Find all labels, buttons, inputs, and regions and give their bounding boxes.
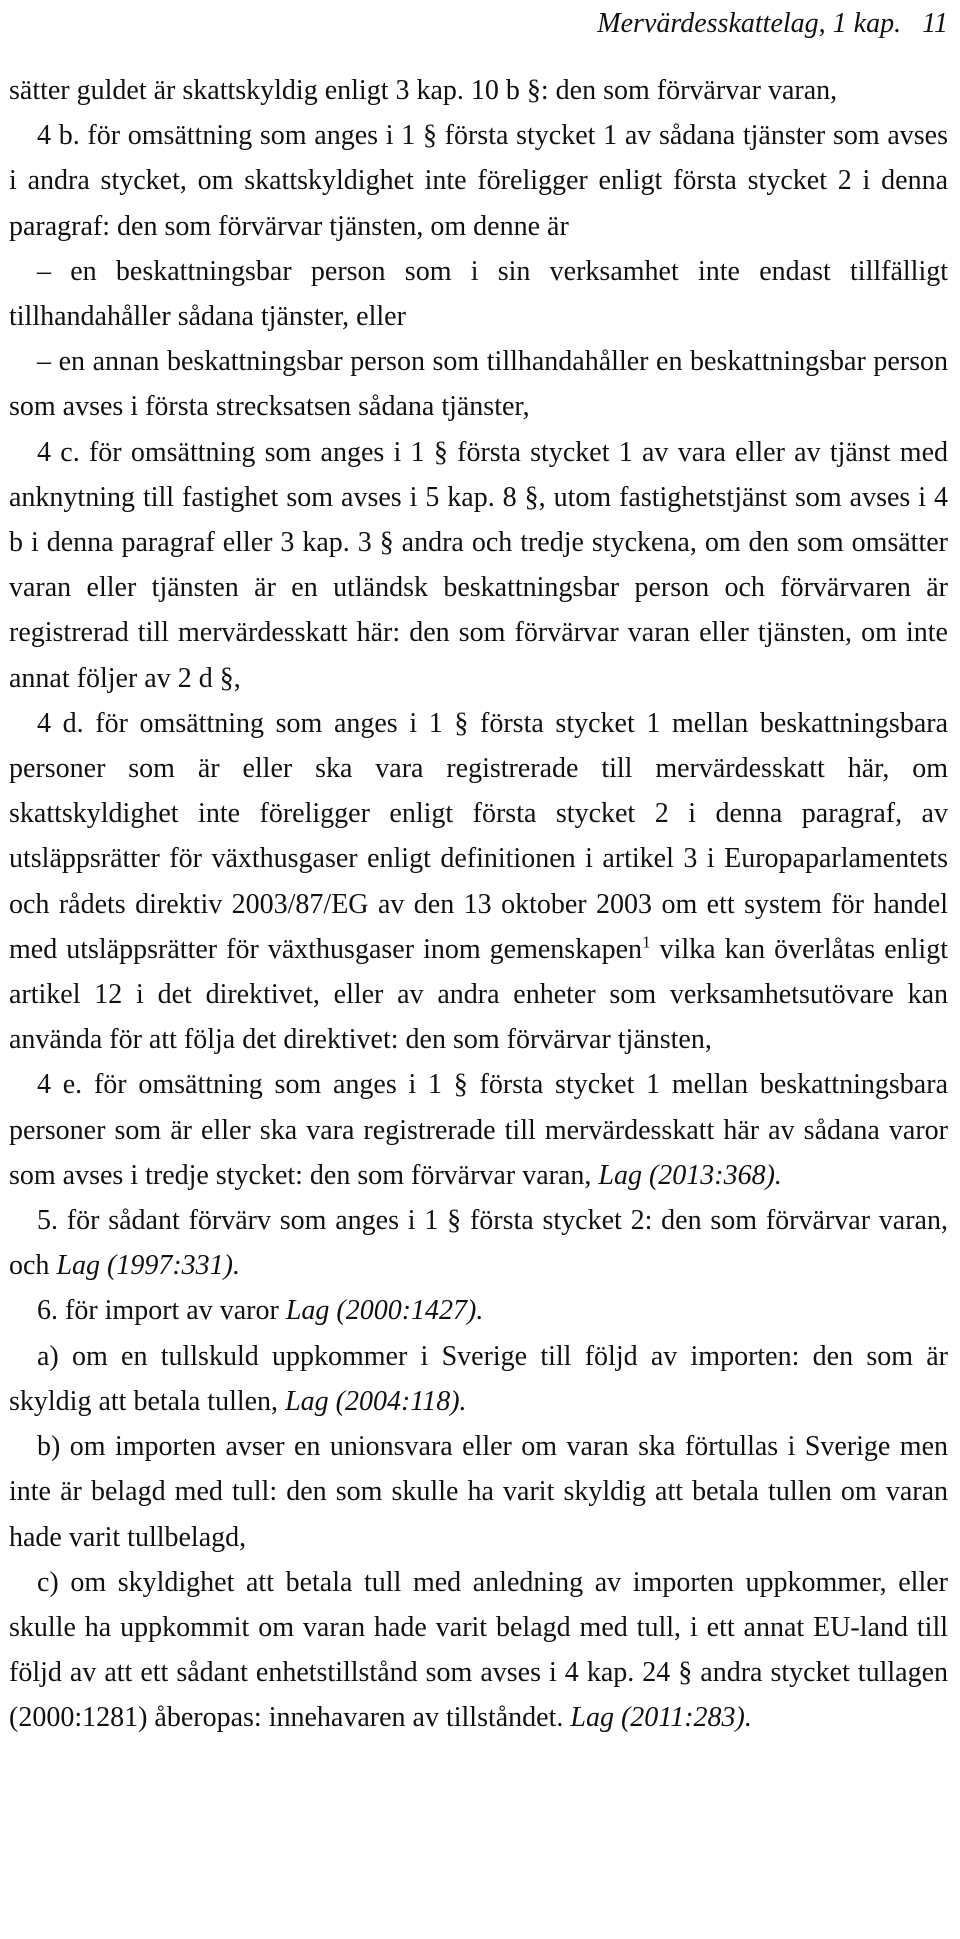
law-reference: Lag (2011:283). bbox=[570, 1702, 752, 1734]
paragraph-item-4b: 4 b. för omsättning som anges i 1 § första stycket 1 av sådana tjänster som avses i andra stycket, om skattskyldighet inte föreligger enligt första stycket 2 i denna paragraf: den som förvärvar tjänsten, om denne är bbox=[9, 120, 948, 242]
footnote-marker: 1 bbox=[642, 932, 651, 952]
law-reference: Lag (2013:368). bbox=[598, 1159, 782, 1191]
paragraph-item-6: 6. för import av varor Lag (2000:1427). bbox=[37, 1295, 484, 1327]
document-body bbox=[9, 68, 948, 1741]
paragraph-item-6c: c) om skyldighet att betala tull med anledning av importen uppkommer, eller skulle ha uppkommit om varan hade varit belagd med tull, i ett annat EU-land till följd av att ett sådant enhetstillstånd som avses i 4 kap. 24 § andra stycket tullagen (2000:1281) åberopas: innehavaren av tillståndet. Lag (2011:283). bbox=[9, 1566, 948, 1734]
page-header bbox=[597, 6, 948, 42]
paragraph-item-4e: 4 e. för omsättning som anges i 1 § första stycket 1 mellan beskattningsbara personer som är eller ska vara registrerade till mervärdesskatt här av sådana varor som avses i tredje stycket: den som förvärvar varan, Lag (2013:368). bbox=[9, 1069, 948, 1191]
law-reference: Lag (2004:118). bbox=[285, 1385, 467, 1417]
paragraph-dash-item: – en annan beskattningsbar person som tillhandahåller en beskattningsbar person som avses i första strecksatsen sådana tjänster, bbox=[9, 346, 948, 423]
law-reference: Lag (1997:331). bbox=[56, 1250, 240, 1282]
paragraph-item-5: 5. för sådant förvärv som anges i 1 § första stycket 2: den som förvärvar varan, och Lag (1997:331). bbox=[9, 1205, 948, 1282]
paragraph-item-4c: 4 c. för omsättning som anges i 1 § första stycket 1 av vara eller av tjänst med anknytning till fastighet som avses i 5 kap. 8 §, utom fastighetstjänst som avses i 4 b i denna paragraf eller 3 kap. 3 § andra och tredje styckena, om den som omsätter varan eller tjänsten är en utländsk beskattningsbar person och förvärvaren är registrerad till mervärdesskatt här: den som förvärvar varan eller tjänsten, om inte annat följer av 2 d §, bbox=[9, 436, 948, 694]
paragraph-item-6b: b) om importen avser en unionsvara eller om varan ska förtullas i Sverige men inte är belagd med tull: den som skulle ha varit skyldig att betala tullen om varan hade varit tullbelagd, bbox=[9, 1431, 948, 1553]
running-title: Mervärdesskattelag, 1 kap. bbox=[597, 8, 902, 39]
paragraph-dash-item: – en beskattningsbar person som i sin verksamhet inte endast tillfälligt tillhandahåller sådana tjänster, eller bbox=[9, 255, 948, 333]
paragraph-item-6a: a) om en tullskuld uppkommer i Sverige till följd av importen: den som är skyldig att betala tullen, Lag (2004:118). bbox=[9, 1340, 948, 1417]
paragraph-continuation: sätter guldet är skattskyldig enligt 3 kap. 10 b §: den som förvärvar varan, bbox=[9, 75, 838, 106]
page-number: 11 bbox=[922, 8, 948, 39]
paragraph-item-4d: 4 d. för omsättning som anges i 1 § första stycket 1 mellan beskattningsbara personer som är eller ska vara registrerade till mervärdesskatt här, om skattskyldighet inte föreligger enligt första stycket 2 i denna paragraf, av utsläppsrätter för växthusgaser enligt definitionen i artikel 3 i Europaparlamentets och rådets direktiv 2003/87/EG av den 13 oktober 2003 om ett system för handel med utsläppsrätter för växthusgaser inom gemenskapen$^1$ vilka kan överlåtas enligt artikel 12 i det direktivet, eller av andra enheter som verksamhetsutövare kan använda för att följa det direktivet: den som förvärvar tjänsten, bbox=[9, 707, 948, 1056]
law-reference: Lag (2000:1427). bbox=[285, 1295, 484, 1327]
